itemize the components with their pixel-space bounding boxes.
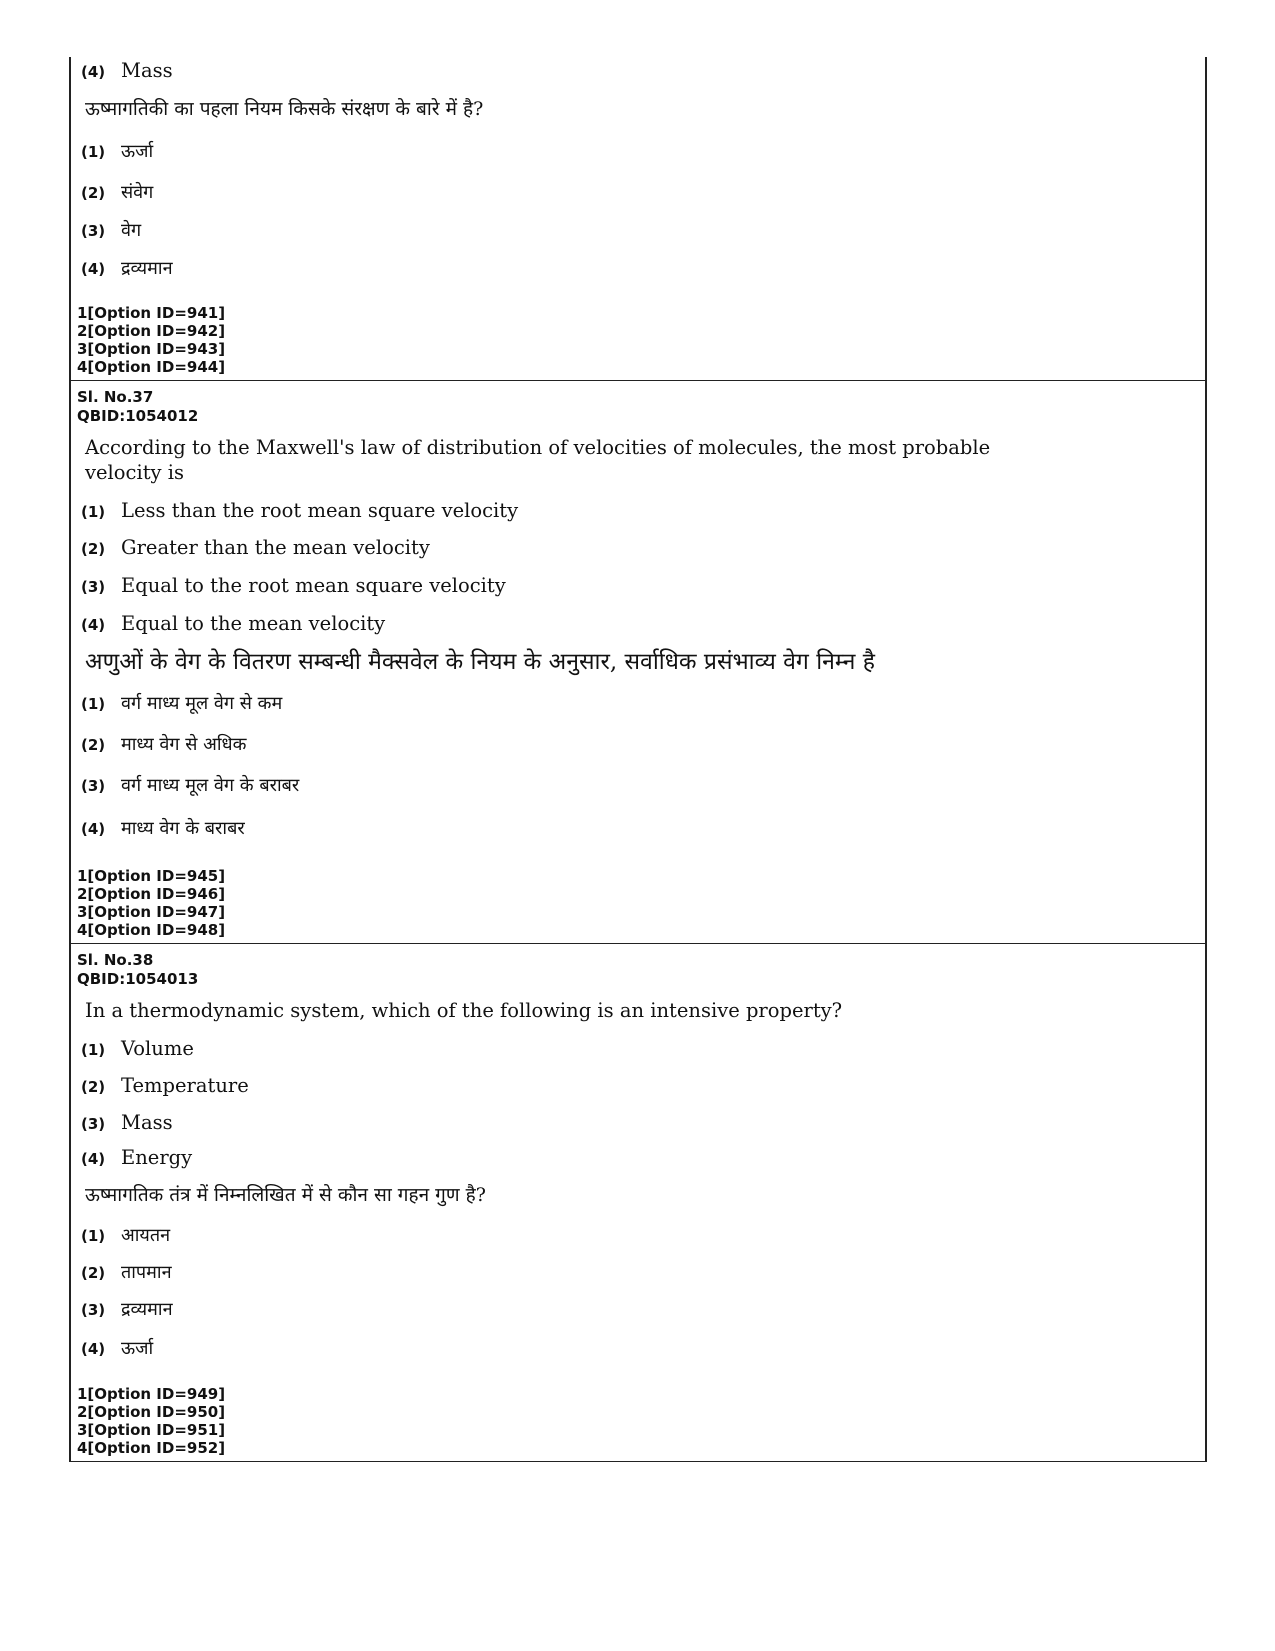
option-number: (4) (81, 1150, 106, 1168)
option-id: 4[Option ID=948] (77, 921, 226, 939)
option-text: Mass (121, 1111, 173, 1134)
option-id-list (77, 304, 1199, 376)
option-number: (2) (81, 184, 106, 202)
option-hi-3 (81, 218, 1199, 242)
option-id: 4[Option ID=944] (77, 358, 226, 376)
question-text-english: According to the Maxwell's law of distribution of velocities of molecules, the most probable velocity is (85, 436, 991, 484)
option-number: (3) (81, 1115, 106, 1133)
option-number: (4) (81, 63, 106, 81)
question-block-38 (71, 944, 1205, 1462)
option-en-1 (81, 499, 1199, 522)
option-text: ऊर्जा (121, 141, 154, 162)
serial-number: Sl. No.37 (77, 388, 154, 406)
option-hi-2 (81, 732, 1199, 756)
option-id: 3[Option ID=943] (77, 340, 226, 358)
option-number: (1) (81, 695, 106, 713)
option-number: (2) (81, 540, 106, 558)
option-text: आयतन (121, 1225, 171, 1246)
option-text: Less than the root mean square velocity (121, 499, 519, 522)
option-id: 2[Option ID=950] (77, 1403, 226, 1421)
option-hi-3 (81, 1297, 1199, 1321)
option-en-1 (81, 1037, 1199, 1060)
question-text-hindi: ऊष्मागतिक तंत्र में निम्नलिखित में से कौन सा गहन गुण है? (85, 1184, 486, 1206)
option-number: (4) (81, 1340, 106, 1358)
option-en-4 (81, 1146, 1199, 1169)
option-text: Temperature (121, 1074, 249, 1097)
option-hi-1 (81, 691, 1199, 715)
option-en-3 (81, 574, 1199, 597)
option-number: (1) (81, 503, 106, 521)
option-text: तापमान (121, 1262, 172, 1283)
option-id: 1[Option ID=949] (77, 1385, 226, 1403)
option-text: वेग (121, 220, 142, 241)
option-id: 1[Option ID=941] (77, 304, 226, 322)
option-text: माध्य वेग के बराबर (121, 818, 245, 839)
option-en-2 (81, 1074, 1199, 1097)
option-hi-2 (81, 180, 1199, 204)
option-number: (2) (81, 1264, 106, 1282)
option-id-list (77, 1385, 1199, 1457)
option-id: 2[Option ID=946] (77, 885, 226, 903)
option-id-list (77, 867, 1199, 939)
option-hi-2 (81, 1260, 1199, 1284)
option-number: (3) (81, 1301, 106, 1319)
option-text: वर्ग माध्य मूल वेग के बराबर (121, 775, 300, 796)
option-number: (4) (81, 616, 106, 634)
option-number: (1) (81, 1227, 106, 1245)
option-en-4 (81, 59, 1199, 82)
option-number: (3) (81, 578, 106, 596)
question-text-english: In a thermodynamic system, which of the following is an intensive property? (85, 999, 843, 1022)
qbid: QBID:1054013 (77, 970, 199, 988)
option-number: (1) (81, 143, 106, 161)
question-text-hindi: ऊष्मागतिकी का पहला नियम किसके संरक्षण के बारे में है? (85, 98, 484, 120)
option-number: (1) (81, 1041, 106, 1059)
option-text: Equal to the root mean square velocity (121, 574, 506, 597)
option-en-4 (81, 612, 1199, 635)
serial-number: Sl. No.38 (77, 951, 154, 969)
option-text: संवेग (121, 182, 154, 203)
option-id: 1[Option ID=945] (77, 867, 226, 885)
option-number: (3) (81, 222, 106, 240)
option-id: 4[Option ID=952] (77, 1439, 226, 1457)
option-text: Greater than the mean velocity (121, 536, 430, 559)
option-text: ऊर्जा (121, 1338, 154, 1359)
option-number: (4) (81, 260, 106, 278)
option-id: 3[Option ID=951] (77, 1421, 226, 1439)
question-sheet (69, 57, 1207, 1462)
option-hi-1 (81, 1223, 1199, 1247)
option-hi-4 (81, 256, 1199, 280)
option-text: वर्ग माध्य मूल वेग से कम (121, 693, 283, 714)
option-en-3 (81, 1111, 1199, 1134)
option-text: Mass (121, 59, 173, 82)
option-number: (2) (81, 736, 106, 754)
option-hi-4 (81, 816, 1199, 840)
option-text: द्रव्यमान (121, 1299, 173, 1320)
option-hi-4 (81, 1336, 1199, 1360)
option-id: 2[Option ID=942] (77, 322, 226, 340)
option-hi-1 (81, 139, 1199, 163)
qbid: QBID:1054012 (77, 407, 199, 425)
option-text: माध्य वेग से अधिक (121, 734, 247, 755)
option-text: Volume (121, 1037, 194, 1060)
option-id: 3[Option ID=947] (77, 903, 226, 921)
option-en-2 (81, 536, 1199, 559)
option-hi-3 (81, 773, 1199, 797)
option-text: द्रव्यमान (121, 258, 173, 279)
option-number: (3) (81, 777, 106, 795)
question-block-37 (71, 381, 1205, 944)
question-block-36-continued (71, 57, 1205, 381)
option-text: Energy (121, 1146, 193, 1169)
question-text-hindi: अणुओं के वेग के वितरण सम्बन्धी मैक्सवेल के नियम के अनुसार, सर्वाधिक प्रसंभाव्य वेग निम्न है (85, 649, 875, 675)
option-number: (2) (81, 1078, 106, 1096)
option-number: (4) (81, 820, 106, 838)
option-text: Equal to the mean velocity (121, 612, 386, 635)
